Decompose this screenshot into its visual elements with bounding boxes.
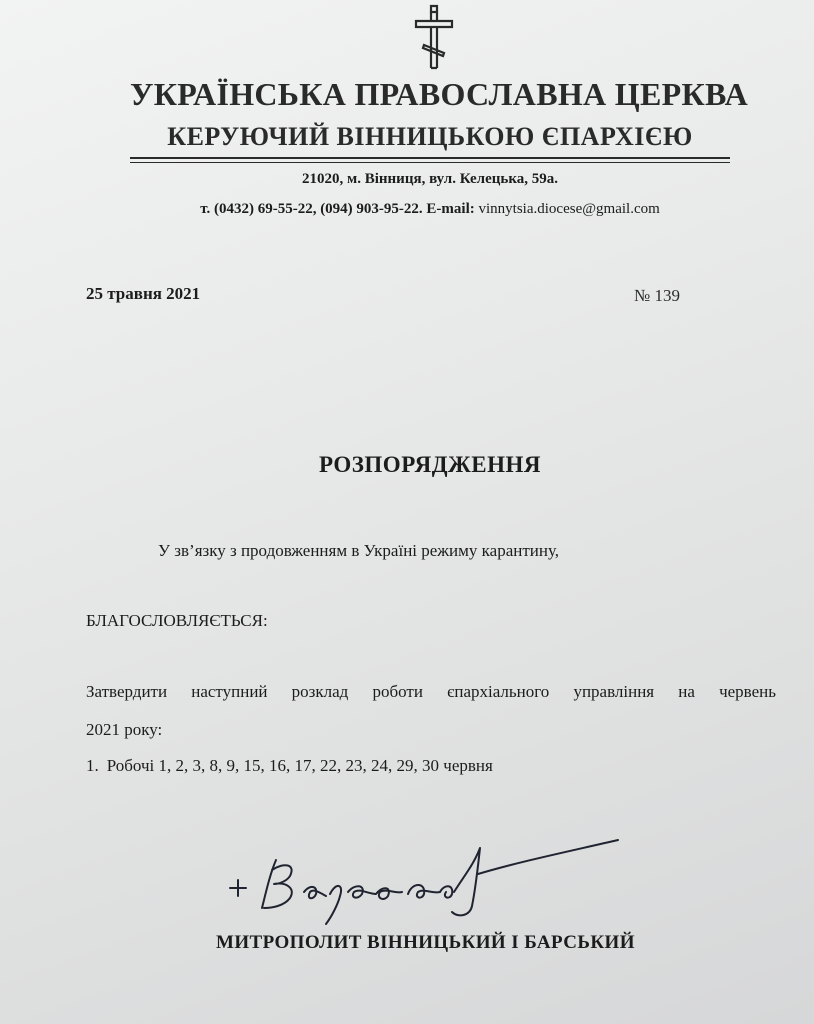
list-item-number: 1. — [86, 756, 99, 775]
document-title: РОЗПОРЯДЖЕННЯ — [318, 452, 542, 477]
handwritten-signature — [226, 836, 626, 926]
church-name: УКРАЇНСЬКА ПРАВОСЛАВНА ЦЕРКВА — [130, 76, 748, 112]
document-date: 25 травня 2021 — [86, 284, 201, 303]
phones: т. (0432) 69-55-22, (094) 903-95-22. E-mail: — [200, 201, 475, 217]
approve-line-2: 2021 року: — [86, 720, 163, 739]
intro-paragraph: У зв’язку з продовженням в Україні режиму карантину, — [158, 541, 560, 560]
document-number: № 139 — [634, 286, 680, 305]
contact-line — [100, 201, 760, 218]
address: 21020, м. Вінниця, вул. Келецька, 59а. — [302, 171, 558, 187]
orthodox-cross-icon — [410, 4, 458, 70]
header-divider — [130, 157, 730, 159]
email-address: vinnytsia.diocese@gmail.com — [478, 201, 660, 217]
blessing-heading: БЛАГОСЛОВЛЯЄТЬСЯ: — [86, 611, 268, 630]
office-name: КЕРУЮЧИЙ ВІННИЦЬКОЮ ЄПАРХІЄЮ — [167, 122, 693, 151]
list-item — [86, 756, 493, 776]
header-divider-thin — [130, 162, 730, 163]
list-item-text: Робочі 1, 2, 3, 8, 9, 15, 16, 17, 22, 23, 24, 29, 30 червня — [106, 756, 493, 775]
approve-line-1: Затвердити наступний розклад роботи єпархіального управління на червень — [86, 682, 776, 701]
signer-title: МИТРОПОЛИТ ВІННИЦЬКИЙ І БАРСЬКИЙ — [216, 932, 635, 953]
